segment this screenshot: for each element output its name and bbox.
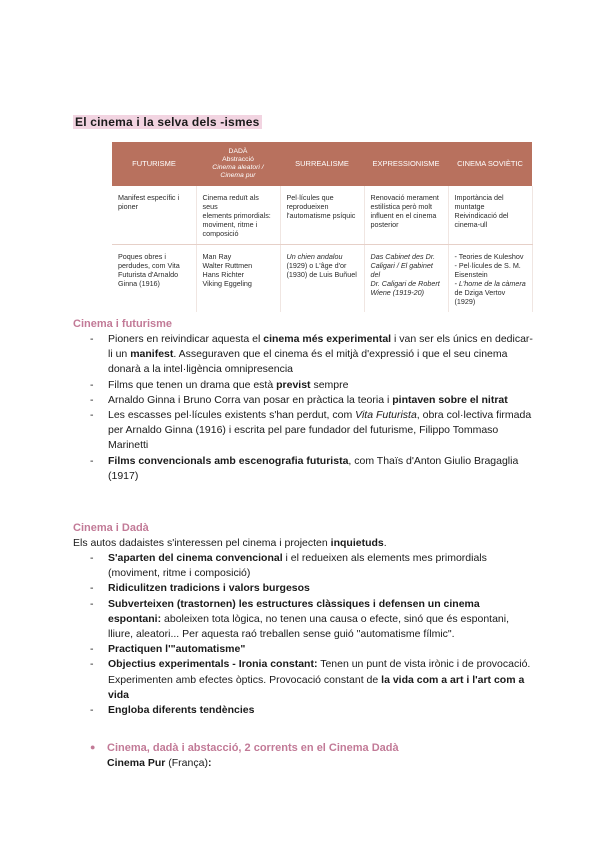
futurisme-list bbox=[73, 332, 533, 484]
cell-expressionisme-r2: Das Cabinet des Dr. Caligari / El gabinet del Dr. Caligari de Robert Wiene (1919-20) bbox=[364, 245, 448, 313]
dada-intro: Els autos dadaistes s'interessen pel cinema i projecten inquietuds. bbox=[73, 537, 387, 549]
list-item: - Pioners en reivindicar aquesta el cinema més experimental i van ser els únics en dedicar-li un manifest. Asseguraven que el cinema és el mitjà d'expressió i que el seu cinema donarà a la intel·ligència omnipresencia bbox=[90, 333, 533, 376]
cell-dada-r1: Cinema reduït als seus elements primordials: moviment, ritme i composició bbox=[196, 186, 280, 245]
header-surrealisme: SURREALISME bbox=[280, 142, 364, 186]
subheading-dada-currents: ● Cinema, dadà i abstacció, 2 corrents en el Cinema Dadà bbox=[90, 742, 399, 754]
cell-sovietic-r1: Importància del muntatge Reivindicació del cinema-ull bbox=[448, 186, 532, 245]
list-item: - Practiquen l'"automatisme" bbox=[90, 643, 246, 656]
page-title: El cinema i la selva dels -ismes bbox=[75, 115, 260, 129]
list-item: - Objectius experimentals - Ironia constant: Tenen un punt de vista irònic i de provocació. Experimenten amb efectes òptics. Provocació constant de la vida com a art i l'art com a vida bbox=[90, 658, 531, 701]
isms-table bbox=[112, 142, 532, 306]
cell-futurisme-r2: Poques obres i perdudes, com Vita Futurista d'Arnaldo Ginna (1916) bbox=[112, 245, 196, 313]
list-item: - Engloba diferents tendències bbox=[90, 704, 255, 717]
list-item: - Films convencionals amb escenografia futurista, com Thaïs d'Anton Giulio Bragaglia (1917) bbox=[90, 454, 519, 482]
list-item: - S'aparten del cinema convencional i el redueixen als elements mes primordials (moviment, ritme i composició) bbox=[90, 552, 487, 580]
header-expressionisme: EXPRESSIONISME bbox=[364, 142, 448, 186]
cell-surrealisme-r1: Pel·lícules que reprodueixen l'automatisme psíquic bbox=[280, 186, 364, 245]
cinema-pur-label: Cinema Pur (França): bbox=[107, 757, 212, 769]
list-item: - Arnaldo Ginna i Bruno Corra van posar en pràctica la teoria i pintaven sobre el nitrat bbox=[90, 393, 508, 406]
cell-sovietic-r2: - Teories de Kuleshov - Pel·lícules de S. M. Eisenstein - L'home de la càmera de Dziga Vertov (1929) bbox=[448, 245, 532, 313]
cell-surrealisme-r2: Un chien andalou (1929) o L'âge d'or (1930) de Luis Buñuel bbox=[280, 245, 364, 313]
list-item: - Les escasses pel·lícules existents s'han perdut, com Vita Futurista, obra col·lectiva firmada per Arnaldo Ginna (1916) i escrita pel pare fundador del futurisme, Filippo Tommaso Marinetti bbox=[90, 409, 532, 452]
cell-futurisme-r1: Manifest específic i pioner bbox=[112, 186, 196, 245]
cell-expressionisme-r1: Renovació merament estilística però molt influent en el cinema posterior bbox=[364, 186, 448, 245]
header-dada: DADÀ Abstracció Cinema aleatori / Cinema pur bbox=[196, 142, 280, 186]
heading-cinema-dada: Cinema i Dadà bbox=[73, 522, 149, 534]
dada-content bbox=[73, 536, 533, 718]
cell-dada-r2: Man Ray Walter Ruttmen Hans Richter Viking Eggeling bbox=[196, 245, 280, 313]
list-item: - Films que tenen un drama que està previst sempre bbox=[90, 378, 349, 391]
list-item: - Subverteixen (trastornen) les estructures clàssiques i defensen un cinema espontani: aboleixen tota lògica, no tenen una causa o efecte, sinó que és espontani, lliure, aleatori... Per aquesta raó treballen sense guió "automatisme fílmic". bbox=[90, 597, 510, 641]
heading-cinema-futurisme: Cinema i futurisme bbox=[73, 318, 173, 330]
header-futurisme: FUTURISME bbox=[112, 142, 196, 186]
bullet-dot-icon: ● bbox=[90, 742, 96, 752]
list-item: - Ridiculitzen tradicions i valors burgesos bbox=[90, 582, 310, 595]
header-cinema-sovietic: CINEMA SOVIÈTIC bbox=[448, 142, 532, 186]
